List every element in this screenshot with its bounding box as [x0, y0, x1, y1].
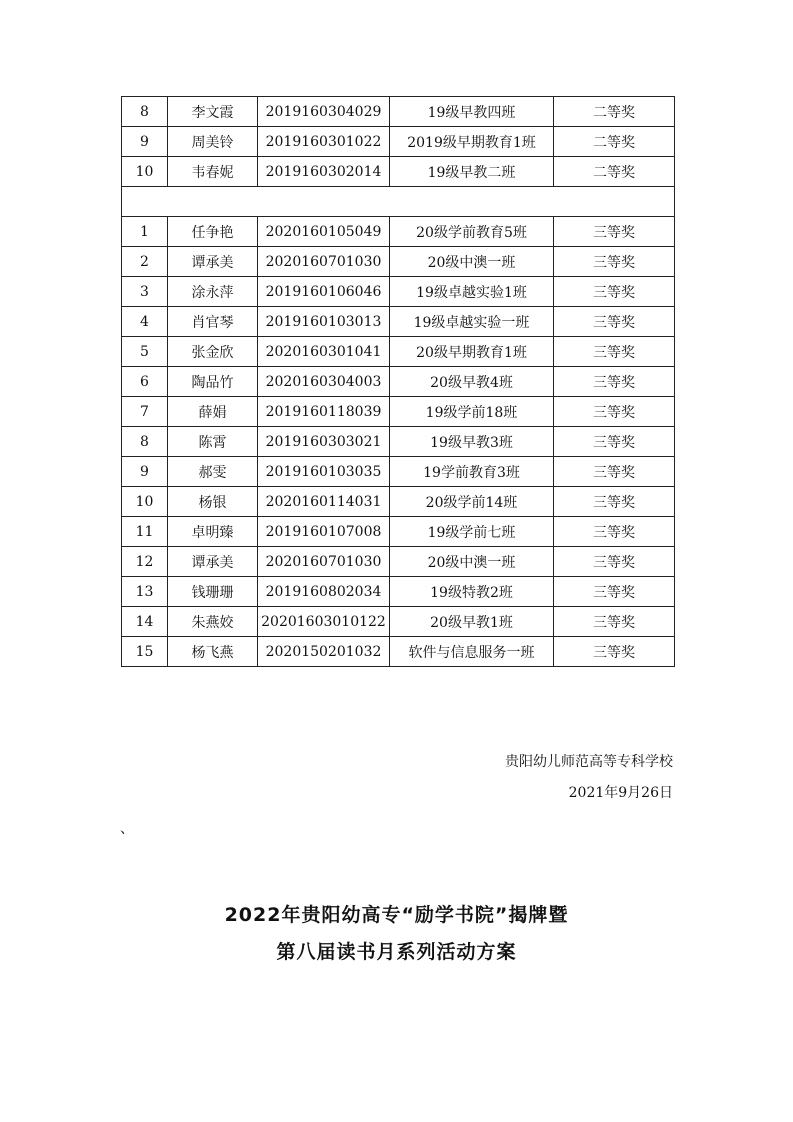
- cell-award: 三等奖: [554, 517, 675, 547]
- cell-name: 卓明臻: [168, 517, 258, 547]
- cell-award: 三等奖: [554, 487, 675, 517]
- table-row: [122, 307, 675, 337]
- cell-number: 10: [122, 157, 168, 187]
- cell-student-id: 2020160304003: [258, 367, 390, 397]
- cell-number: 7: [122, 397, 168, 427]
- cell-name: 韦春妮: [168, 157, 258, 187]
- cell-student-id: 2019160107008: [258, 517, 390, 547]
- cell-award: 三等奖: [554, 457, 675, 487]
- cell-number: 3: [122, 277, 168, 307]
- cell-award: 三等奖: [554, 637, 675, 667]
- cell-class: 19级学前七班: [390, 517, 554, 547]
- stray-mark: 、: [120, 821, 134, 837]
- cell-award: 三等奖: [554, 337, 675, 367]
- cell-class: 19级卓越实验一班: [390, 307, 554, 337]
- table-row: [122, 457, 675, 487]
- cell-name: 杨飞燕: [168, 637, 258, 667]
- table-row: [122, 607, 675, 637]
- cell-student-id: 2020160701030: [258, 247, 390, 277]
- cell-name: 朱燕姣: [168, 607, 258, 637]
- cell-number: 6: [122, 367, 168, 397]
- cell-number: 8: [122, 97, 168, 127]
- cell-award: 三等奖: [554, 547, 675, 577]
- document-title-line-1: 2022年贵阳幼高专“励学书院”揭牌暨: [224, 904, 569, 926]
- cell-award: 三等奖: [554, 427, 675, 457]
- cell-student-id: 2019160304029: [258, 97, 390, 127]
- table-row: [122, 247, 675, 277]
- cell-class: 20级学前教育5班: [390, 217, 554, 247]
- cell-class: 19级早教四班: [390, 97, 554, 127]
- cell-student-id: 2019160303021: [258, 427, 390, 457]
- cell-name: 钱珊珊: [168, 577, 258, 607]
- table-row: [122, 277, 675, 307]
- cell-name: 杨银: [168, 487, 258, 517]
- cell-class: 19级学前18班: [390, 397, 554, 427]
- cell-award: 三等奖: [554, 247, 675, 277]
- cell-number: 12: [122, 547, 168, 577]
- cell-name: 涂永萍: [168, 277, 258, 307]
- cell-name: 陶品竹: [168, 367, 258, 397]
- table-row: [122, 577, 675, 607]
- cell-student-id: 2020160301041: [258, 337, 390, 367]
- cell-class: 20级早期教育1班: [390, 337, 554, 367]
- table-row: [122, 427, 675, 457]
- separator-cell: [122, 187, 675, 217]
- cell-student-id: 2020150201032: [258, 637, 390, 667]
- cell-name: 陈霄: [168, 427, 258, 457]
- cell-number: 8: [122, 427, 168, 457]
- cell-number: 5: [122, 337, 168, 367]
- cell-award: 三等奖: [554, 607, 675, 637]
- cell-class: 20级中澳一班: [390, 247, 554, 277]
- table-row: [122, 157, 675, 187]
- award-table: [121, 96, 675, 667]
- cell-student-id: 2019160103013: [258, 307, 390, 337]
- cell-student-id: 2019160106046: [258, 277, 390, 307]
- table-row: [122, 337, 675, 367]
- cell-award: 三等奖: [554, 217, 675, 247]
- cell-award: 二等奖: [554, 97, 675, 127]
- cell-name: 肖官琴: [168, 307, 258, 337]
- cell-name: 张金欣: [168, 337, 258, 367]
- cell-class: 20级早教1班: [390, 607, 554, 637]
- cell-award: 三等奖: [554, 307, 675, 337]
- cell-class: 19级卓越实验1班: [390, 277, 554, 307]
- cell-award: 三等奖: [554, 277, 675, 307]
- cell-number: 4: [122, 307, 168, 337]
- cell-student-id: 2019160302014: [258, 157, 390, 187]
- cell-name: 李文霞: [168, 97, 258, 127]
- cell-class: 20级早教4班: [390, 367, 554, 397]
- cell-class: 19级早教3班: [390, 427, 554, 457]
- table-row: [122, 217, 675, 247]
- table-row: [122, 487, 675, 517]
- cell-name: 郝雯: [168, 457, 258, 487]
- cell-student-id: 2020160701030: [258, 547, 390, 577]
- cell-award: 二等奖: [554, 157, 675, 187]
- cell-student-id: 2019160118039: [258, 397, 390, 427]
- cell-class: 20级中澳一班: [390, 547, 554, 577]
- signature-org: 贵阳幼儿师范高等专科学校: [505, 754, 673, 770]
- cell-student-id: 2019160301022: [258, 127, 390, 157]
- cell-student-id: 2019160802034: [258, 577, 390, 607]
- cell-number: 13: [122, 577, 168, 607]
- document-title-line-2: 第八届读书月系列活动方案: [276, 941, 517, 963]
- cell-class: 19级早教二班: [390, 157, 554, 187]
- table-separator-row: [122, 187, 675, 217]
- table-row: [122, 547, 675, 577]
- cell-student-id: 2020160114031: [258, 487, 390, 517]
- cell-award: 三等奖: [554, 367, 675, 397]
- cell-class: 软件与信息服务一班: [390, 637, 554, 667]
- cell-number: 11: [122, 517, 168, 547]
- table-row: [122, 637, 675, 667]
- cell-number: 10: [122, 487, 168, 517]
- table-row: [122, 517, 675, 547]
- award-table-body: [122, 97, 675, 667]
- cell-student-id: 2019160103035: [258, 457, 390, 487]
- cell-number: 15: [122, 637, 168, 667]
- cell-award: 三等奖: [554, 397, 675, 427]
- table-row: [122, 127, 675, 157]
- cell-class: 19学前教育3班: [390, 457, 554, 487]
- cell-class: 19级特教2班: [390, 577, 554, 607]
- table-row: [122, 397, 675, 427]
- table-row: [122, 97, 675, 127]
- cell-class: 20级学前14班: [390, 487, 554, 517]
- cell-name: 谭承美: [168, 547, 258, 577]
- table-row: [122, 367, 675, 397]
- cell-name: 任争艳: [168, 217, 258, 247]
- cell-number: 2: [122, 247, 168, 277]
- cell-number: 9: [122, 127, 168, 157]
- cell-award: 三等奖: [554, 577, 675, 607]
- cell-class: 2019级早期教育1班: [390, 127, 554, 157]
- cell-name: 薛娟: [168, 397, 258, 427]
- cell-number: 14: [122, 607, 168, 637]
- cell-number: 1: [122, 217, 168, 247]
- signature-date: 2021年9月26日: [568, 785, 673, 801]
- cell-student-id: 2020160105049: [258, 217, 390, 247]
- cell-name: 周美铃: [168, 127, 258, 157]
- cell-number: 9: [122, 457, 168, 487]
- cell-award: 二等奖: [554, 127, 675, 157]
- cell-name: 谭承美: [168, 247, 258, 277]
- cell-student-id: 20201603010122: [258, 607, 390, 637]
